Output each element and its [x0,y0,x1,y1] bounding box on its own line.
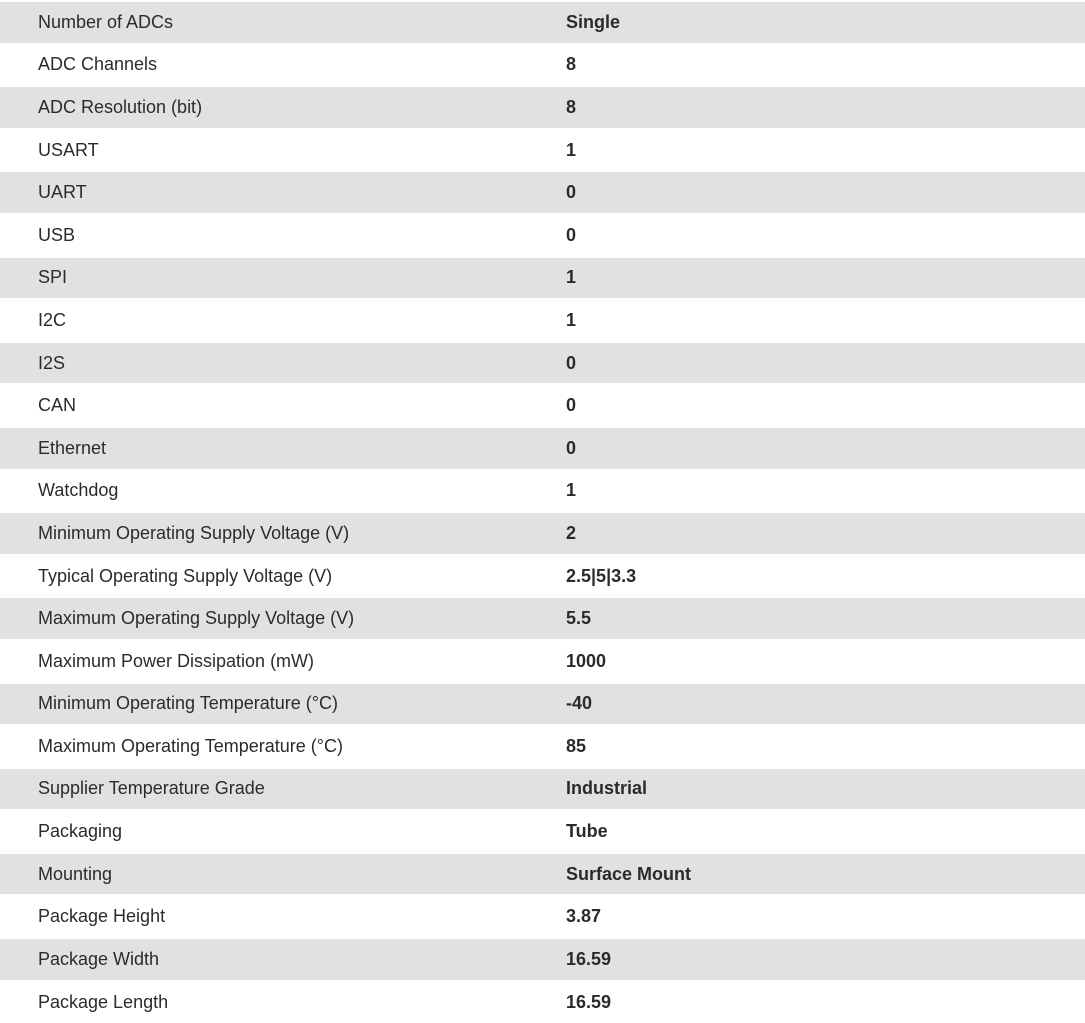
spec-value: 5.5 [566,597,1085,640]
spec-value: 1000 [566,650,607,671]
spec-row [0,597,1085,640]
spec-value: -40 [566,683,1085,726]
spec-value: Surface Mount [566,853,1085,896]
spec-label: SPI [0,257,566,300]
spec-label: UART [0,171,566,214]
spec-value: 0 [566,171,1085,214]
spec-value: 1 [566,309,577,330]
spec-value: 8 [566,54,577,75]
spec-row [0,555,1085,598]
spec-label: USB [38,224,76,245]
spec-value: 1 [566,480,577,501]
spec-row [0,171,1085,214]
spec-row [0,86,1085,129]
spec-label: Minimum Operating Supply Voltage (V) [0,512,566,555]
spec-label: I2C [38,309,67,330]
spec-value: 2.5|5|3.3 [566,565,637,586]
spec-value: 0 [566,342,1085,385]
spec-row [0,640,1085,683]
spec-row [0,257,1085,300]
spec-value: 16.59 [566,991,612,1012]
spec-label: Package Length [38,991,169,1012]
spec-label: Minimum Operating Temperature (°C) [0,683,566,726]
spec-label: Number of ADCs [0,1,566,44]
spec-value: 0 [566,427,1085,470]
spec-label: Ethernet [0,427,566,470]
spec-value: 8 [566,86,1085,129]
spec-value: Single [566,1,1085,44]
spec-value: 3.87 [566,906,602,927]
spec-row [0,938,1085,981]
spec-label: USART [38,139,99,160]
spec-row [0,895,1085,938]
spec-label: CAN [38,395,77,416]
spec-label: Typical Operating Supply Voltage (V) [38,565,333,586]
spec-value: 1 [566,257,1085,300]
spec-value: 16.59 [566,938,1085,981]
spec-row [0,512,1085,555]
spec-row [0,725,1085,768]
spec-value: 0 [566,395,577,416]
spec-label: Maximum Power Dissipation (mW) [38,650,315,671]
spec-label: Maximum Operating Temperature (°C) [38,735,343,756]
spec-row [0,683,1085,726]
spec-label: Supplier Temperature Grade [0,768,566,811]
spec-label: Packaging [38,821,123,842]
spec-label: Maximum Operating Supply Voltage (V) [0,597,566,640]
spec-label: ADC Resolution (bit) [0,86,566,129]
spec-value: 0 [566,224,577,245]
spec-row [0,1,1085,44]
spec-label: Watchdog [38,480,119,501]
spec-value: Tube [566,821,608,842]
spec-value: Industrial [566,768,1085,811]
spec-value: 1 [566,139,577,160]
spec-row [0,214,1085,257]
spec-row [0,384,1085,427]
spec-row [0,810,1085,853]
specifications-table-body [0,1,1085,1023]
spec-label: Mounting [0,853,566,896]
spec-value: 2 [566,512,1085,555]
spec-label: I2S [0,342,566,385]
spec-label: Package Width [0,938,566,981]
spec-row [0,299,1085,342]
spec-row [0,129,1085,172]
spec-row [0,470,1085,513]
spec-label: Package Height [38,906,166,927]
spec-row [0,768,1085,811]
spec-label: ADC Channels [38,54,158,75]
spec-row [0,853,1085,896]
spec-value: 85 [566,735,587,756]
spec-row [0,427,1085,470]
spec-row [0,44,1085,87]
spec-row [0,342,1085,385]
